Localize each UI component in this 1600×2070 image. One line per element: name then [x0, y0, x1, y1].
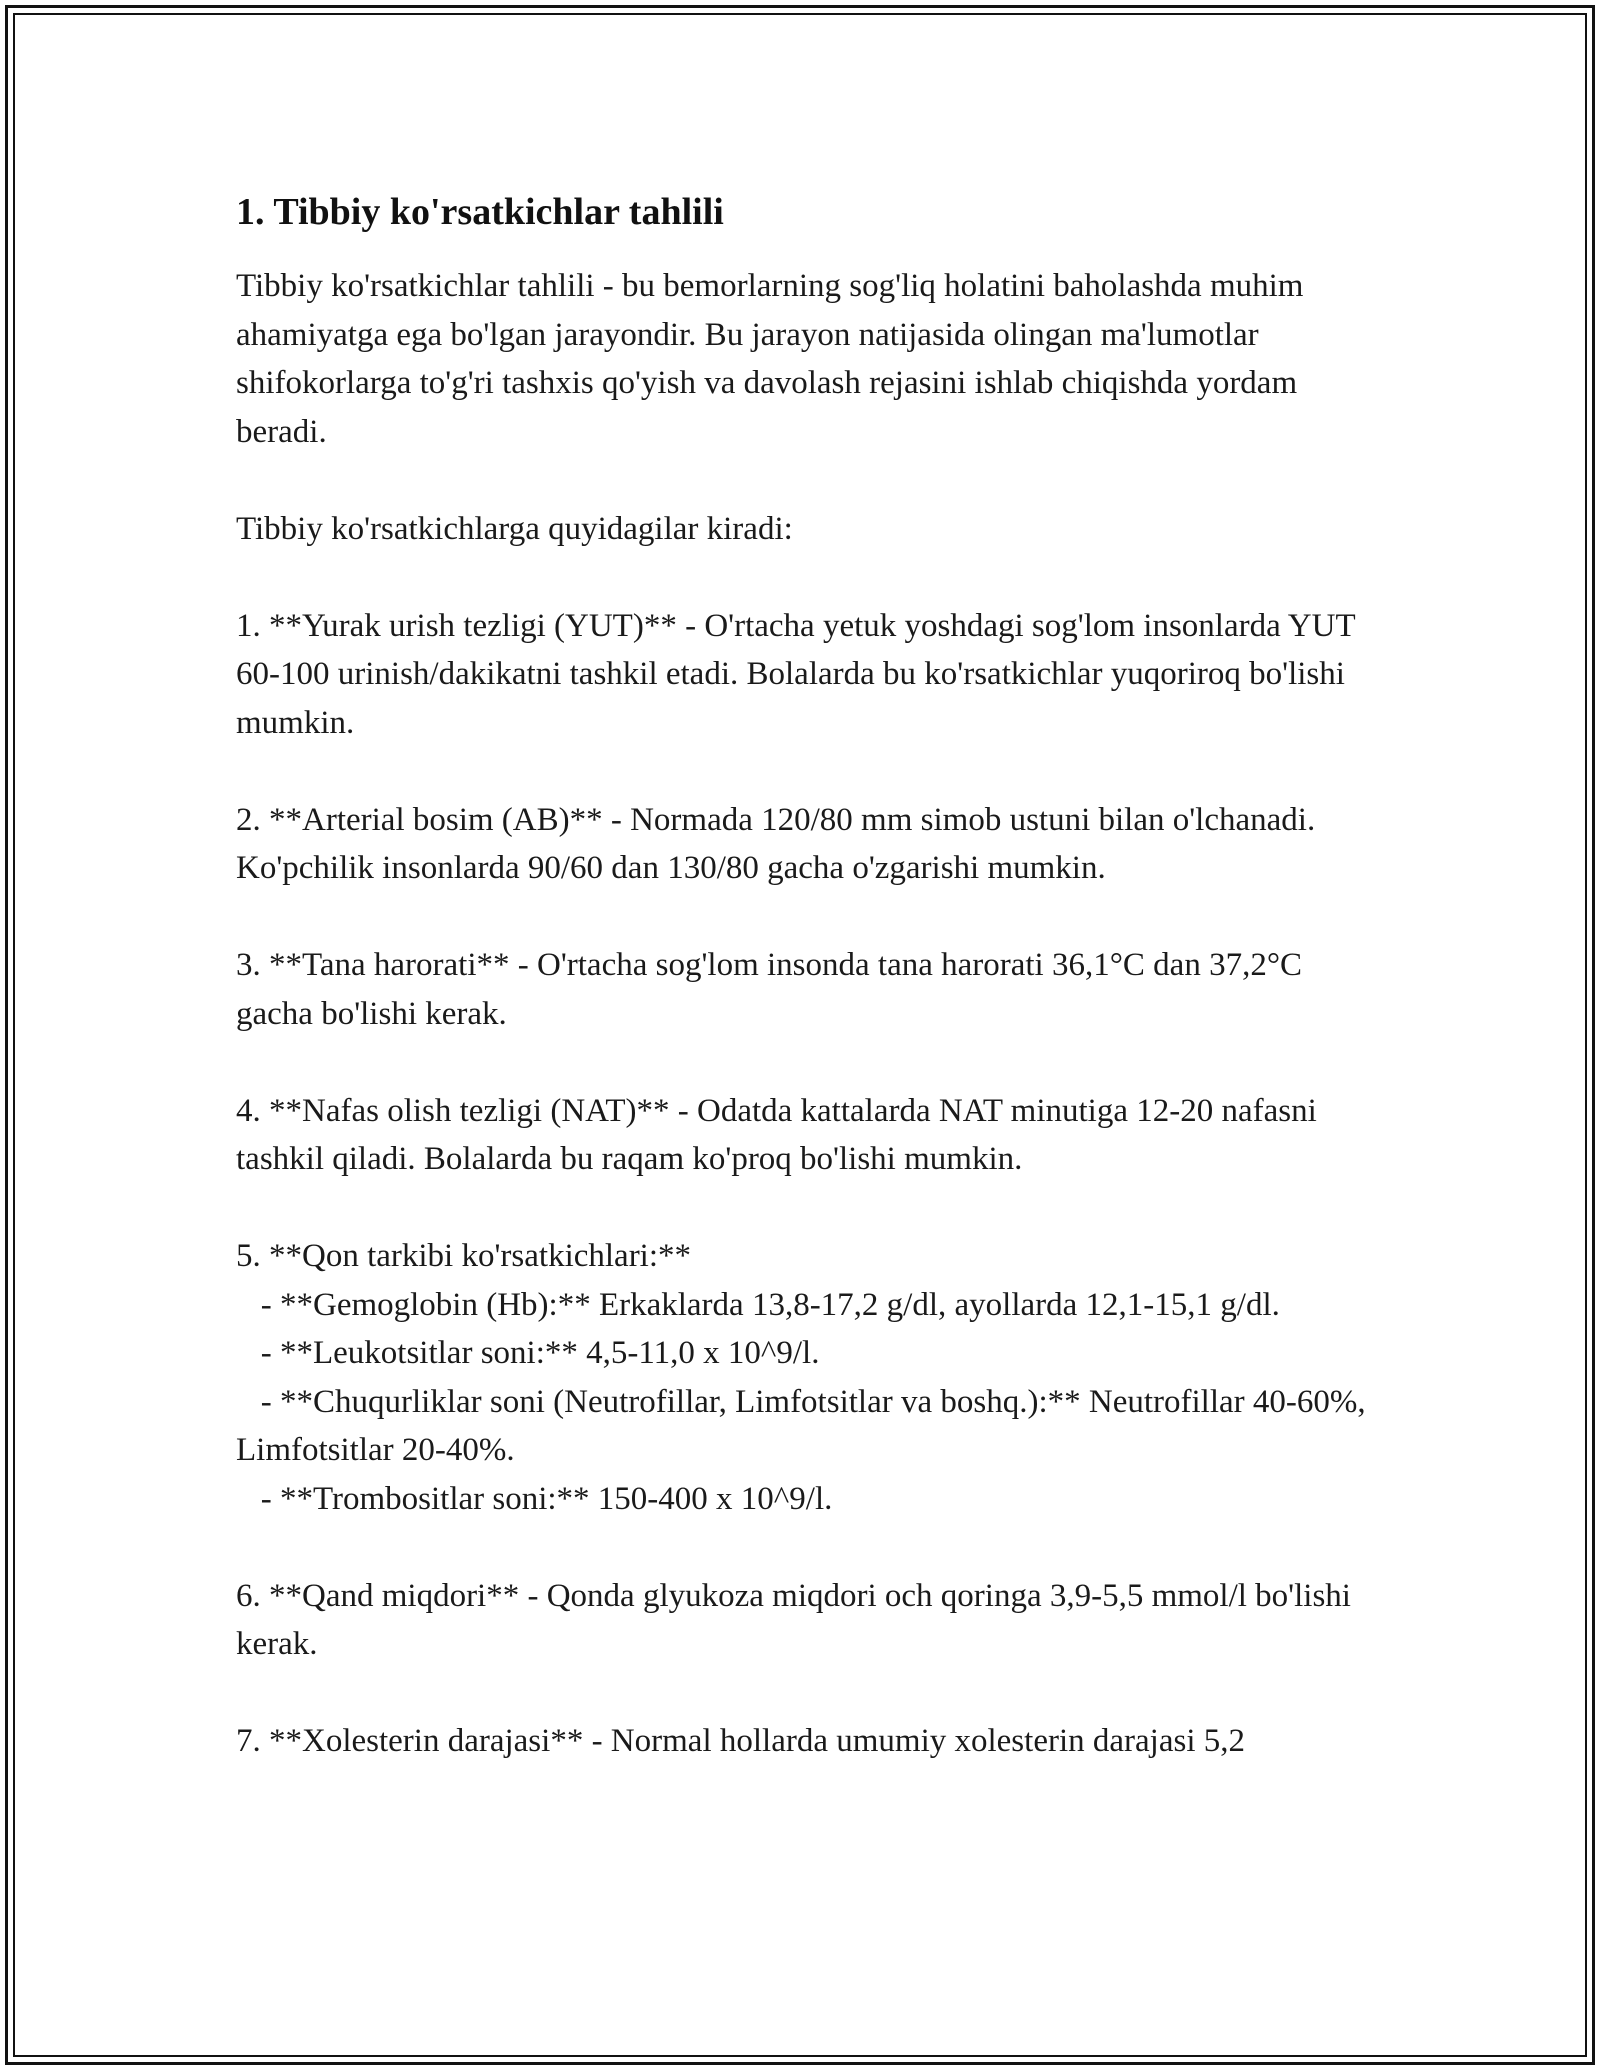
document-page [236, 188, 1376, 1766]
paragraph-gap [236, 456, 1376, 505]
list-intro: Tibbiy ko'rsatkichlarga quyidagilar kiradi: [236, 510, 793, 547]
list-item-glucose: 6. **Qand miqdori** - Qonda glyukoza miqdori och qoringa 3,9-5,5 mmol/l bo'lishi kerak. [236, 1577, 1351, 1662]
list-item-blood-composition: 5. **Qon tarkibi ko'rsatkichlari:** [236, 1238, 692, 1274]
paragraph-gap [236, 1669, 1376, 1718]
paragraph-gap [236, 1038, 1376, 1087]
intro-paragraph: Tibbiy ko'rsatkichlar tahlili - bu bemorlarning sog'liq holatini baholashda muhim ahamiyatga ega bo'lgan jarayondir. Bu jarayon natijasida olingan ma'lumotlar shifokorlarga to'g'ri tashxis qo'yish va davolash rejasini ishlab chiqishda yordam beradi. [236, 268, 1304, 450]
list-item-respiratory-rate: 4. **Nafas olish tezligi (NAT)** - Odatda kattalarda NAT minutiga 12-20 nafasni tashkil qiladi. Bolalarda bu raqam ko'proq bo'lishi mumkin. [236, 1092, 1317, 1177]
sublist-item-differential: - **Chuqurliklar soni (Neutrofillar, Limfotsitlar va boshq.):** Neutrofillar 40-60%, Limfotsitlar 20-40%. [236, 1383, 1366, 1468]
sublist-item-leukocytes: - **Leukotsitlar soni:** 4,5-11,0 x 10^9/l. [260, 1335, 820, 1371]
paragraph-gap [236, 747, 1376, 796]
paragraph-gap [236, 1523, 1376, 1572]
paragraph-gap [236, 553, 1376, 602]
list-item-body-temperature: 3. **Tana harorati** - O'rtacha sog'lom insonda tana harorati 36,1°C dan 37,2°C gacha bo'lishi kerak. [236, 947, 1303, 1032]
paragraph-gap [236, 893, 1376, 942]
list-item-blood-pressure: 2. **Arterial bosim (AB)** - Normada 120/80 mm simob ustuni bilan o'lchanadi. Ko'pchilik insonlarda 90/60 dan 130/80 gacha o'zgarishi mumkin. [236, 801, 1316, 886]
list-item-cholesterol: 7. **Xolesterin darajasi** - Normal hollarda umumiy xolesterin darajasi 5,2 [236, 1723, 1245, 1759]
blood-sublist [236, 1281, 1376, 1524]
list-item-heart-rate: 1. **Yurak urish tezligi (YUT)** - O'rtacha yetuk yoshdagi sog'lom insonlarda YUT 60-100 urinish/dakikatni tashkil etadi. Bolalarda bu ko'rsatkichlar yuqoriroq bo'lishi mumkin. [236, 607, 1356, 741]
sublist-item-hemoglobin: - **Gemoglobin (Hb):** Erkaklarda 13,8-17,2 g/dl, ayollarda 12,1-15,1 g/dl. [260, 1286, 1280, 1323]
sublist-item-platelets: - **Trombositlar soni:** 150-400 x 10^9/l. [260, 1480, 833, 1517]
section-title: 1. Tibbiy ko'rsatkichlar tahlili [236, 191, 724, 233]
paragraph-gap [236, 1184, 1376, 1233]
